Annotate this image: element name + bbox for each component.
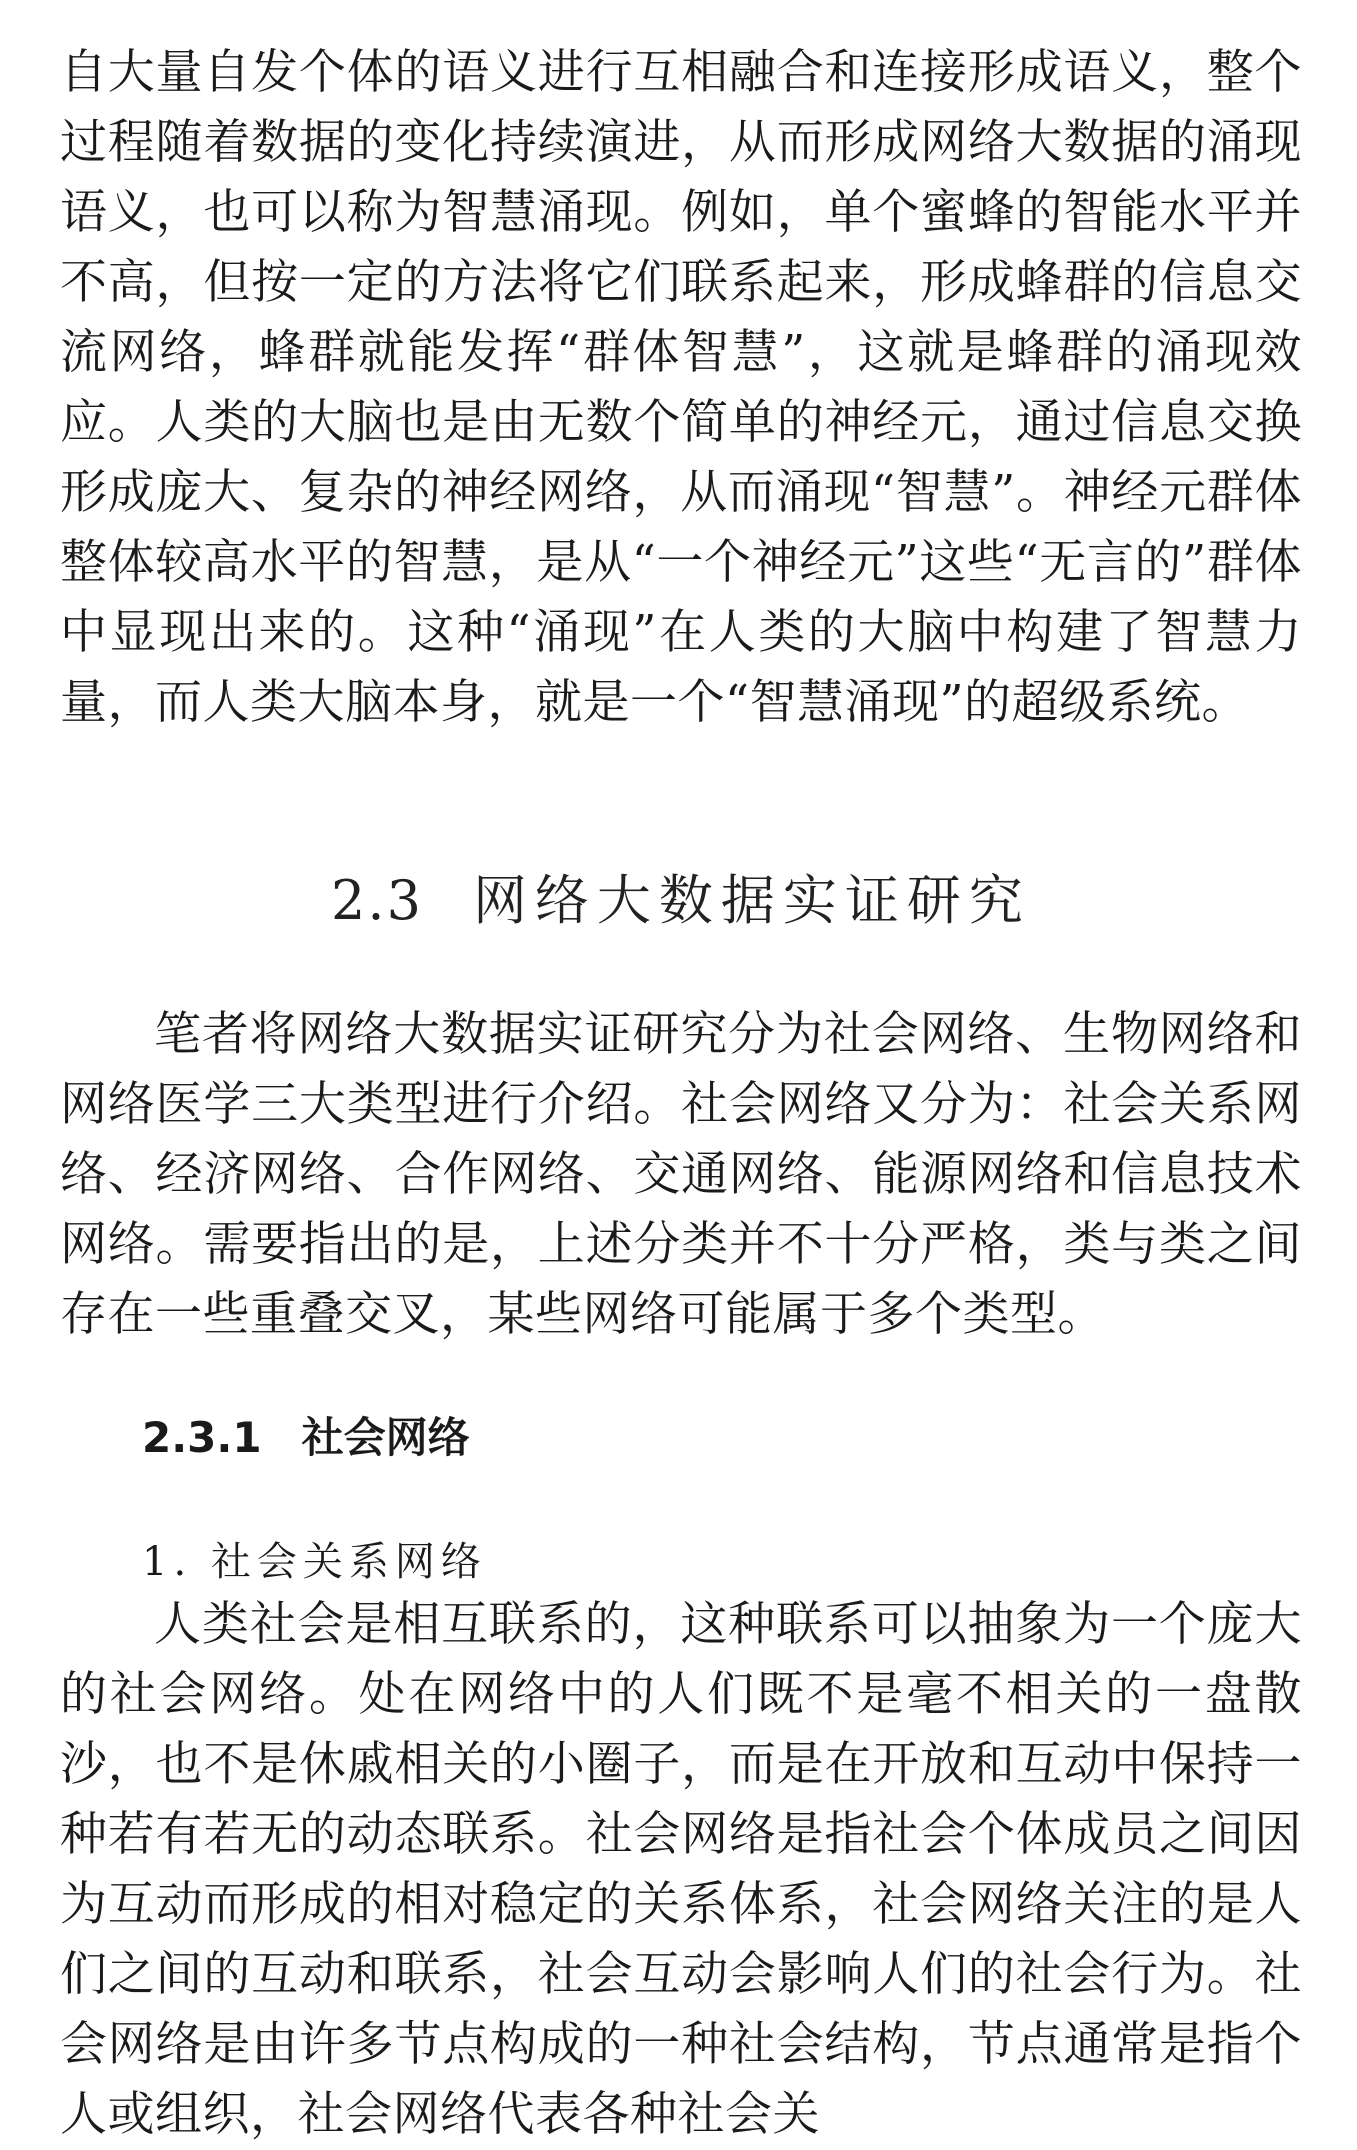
paragraph-social-network: 人类社会是相互联系的，这种联系可以抽象为一个庞大的社会网络。处在网络中的人们既不是毫不相关的一盘散沙，也不是休戚相关的小圈子，而是在开放和互动中保持一种若有若无的动态联系。社会网络是指社会个体成员之间因为互动而形成的相对稳定的关系体系，社会网络关注的是人们之间的互动和联系，社会互动会影响人们的社会行为。社会网络是由许多节点构成的一种社会结构，节点通常是指个人或组织，社会网络代表各种社会关 (60, 1597, 1302, 2142)
subsection-number: 2.3.1 (142, 1413, 262, 1462)
section-title: 网络大数据实证研究 (472, 869, 1031, 932)
paragraph-intro: 笔者将网络大数据实证研究分为社会网络、生物网络和网络医学三大类型进行介绍。社会网络又分为：社会关系网络、经济网络、合作网络、交通网络、能源网络和信息技术网络。需要指出的是，上述分类并不十分严格，类与类之间存在一些重叠交叉，某些网络可能属于多个类型。 (60, 1007, 1302, 1342)
paragraph-emergence: 自大量自发个体的语义进行互相融合和连接形成语义，整个过程随着数据的变化持续演进，从而形成网络大数据的涌现语义，也可以称为智慧涌现。例如，单个蜜蜂的智能水平并不高，但按一定的方法将它们联系起来，形成蜂群的信息交流网络，蜂群就能发挥“群体智慧”，这就是蜂群的涌现效应。人类的大脑也是由无数个简单的神经元，通过信息交换形成庞大、复杂的神经网络，从而涌现“智慧”。神经元群体整体较高水平的智慧，是从“一个神经元”这些“无言的”群体中显现出来的。这种“涌现”在人类的大脑中构建了智慧力量，而人类大脑本身，就是一个“智慧涌现”的超级系统。 (60, 45, 1302, 730)
subsection-heading (142, 1405, 470, 1465)
subsection-title: 社会网络 (301, 1413, 470, 1462)
item-heading: 1. 社会关系网络 (142, 1539, 487, 1585)
section-heading (60, 858, 1302, 935)
section-number: 2.3 (331, 869, 423, 932)
